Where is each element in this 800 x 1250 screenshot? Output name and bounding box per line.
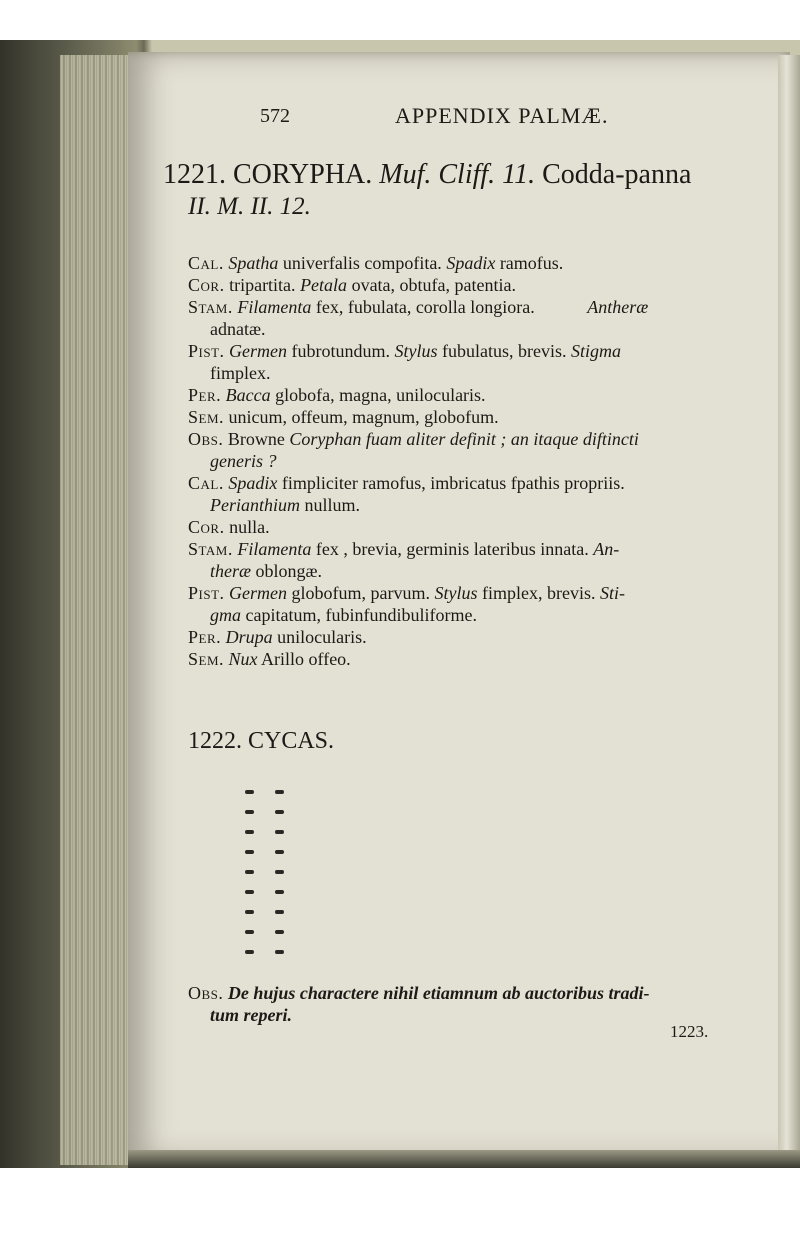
obs-line: tum reperi. bbox=[210, 1005, 293, 1025]
desc-line: generis ? bbox=[210, 451, 277, 471]
genus-name: CYCAS. bbox=[248, 728, 335, 754]
running-head: APPENDIX PALMÆ. bbox=[395, 103, 609, 128]
reference: Muf. Cliff. bbox=[379, 159, 496, 190]
desc-line: Obs. Browne Coryphan fuam aliter definit ; an itaque diftincti bbox=[188, 429, 639, 449]
desc-line: Per. Bacca globofa, magna, unilocularis. bbox=[188, 385, 486, 405]
catchword: 1223. bbox=[670, 1022, 709, 1041]
desc-line: theræ oblongæ. bbox=[210, 561, 323, 581]
desc-line: adnatæ. bbox=[210, 319, 266, 339]
entry-number: 1221. bbox=[163, 159, 226, 190]
desc-line: Cor. tripartita. Petala ovata, obtufa, patentia. bbox=[188, 275, 516, 295]
desc-line: fimplex. bbox=[210, 363, 271, 383]
entry-1221-title bbox=[163, 158, 691, 192]
desc-line: Pist. Germen globofum, parvum. Stylus fimplex, brevis. Sti- bbox=[188, 583, 625, 603]
desc-line: Cor. nulla. bbox=[188, 517, 270, 537]
desc-line: Cal. Spadix fimpliciter ramofus, imbricatus fpathis propriis. bbox=[188, 473, 625, 493]
bottom-edge-shadow bbox=[128, 1150, 800, 1168]
placeholder-dashes bbox=[245, 790, 305, 970]
desc-line: Per. Drupa unilocularis. bbox=[188, 627, 367, 647]
reference-number: 11. bbox=[502, 159, 536, 190]
desc-line: Sem. Nux Arillo offeo. bbox=[188, 649, 351, 669]
desc-line: Stam. Filamenta fex , brevia, germinis lateribus innata. An- bbox=[188, 539, 620, 559]
entry-1221-title-continued: II. M. II. 12. bbox=[188, 193, 311, 220]
desc-line: Perianthium nullum. bbox=[210, 495, 361, 515]
obs-line: Obs. De hujus charactere nihil etiamnum ab auctoribus tradi- bbox=[188, 983, 650, 1003]
right-page-edge bbox=[778, 55, 800, 1165]
desc-line: Sem. unicum, offeum, magnum, globofum. bbox=[188, 407, 499, 427]
desc-line: gma capitatum, fubinfundibuliforme. bbox=[210, 605, 477, 625]
genus-name: CORYPHA. bbox=[233, 159, 373, 190]
entry-1222-title bbox=[188, 728, 334, 755]
desc-line: Stam. Filamenta fex, fubulata, corolla longiora. Antheræ bbox=[188, 297, 649, 317]
desc-line: Cal. Spatha univerfalis compofita. Spadix ramofus. bbox=[188, 253, 564, 273]
vernacular-name: Codda-panna bbox=[542, 159, 692, 190]
entry-number: 1222. bbox=[188, 728, 242, 754]
desc-line: Pist. Germen fubrotundum. Stylus fubulatus, brevis. Stigma bbox=[188, 341, 621, 361]
page-number: 572 bbox=[260, 105, 290, 127]
